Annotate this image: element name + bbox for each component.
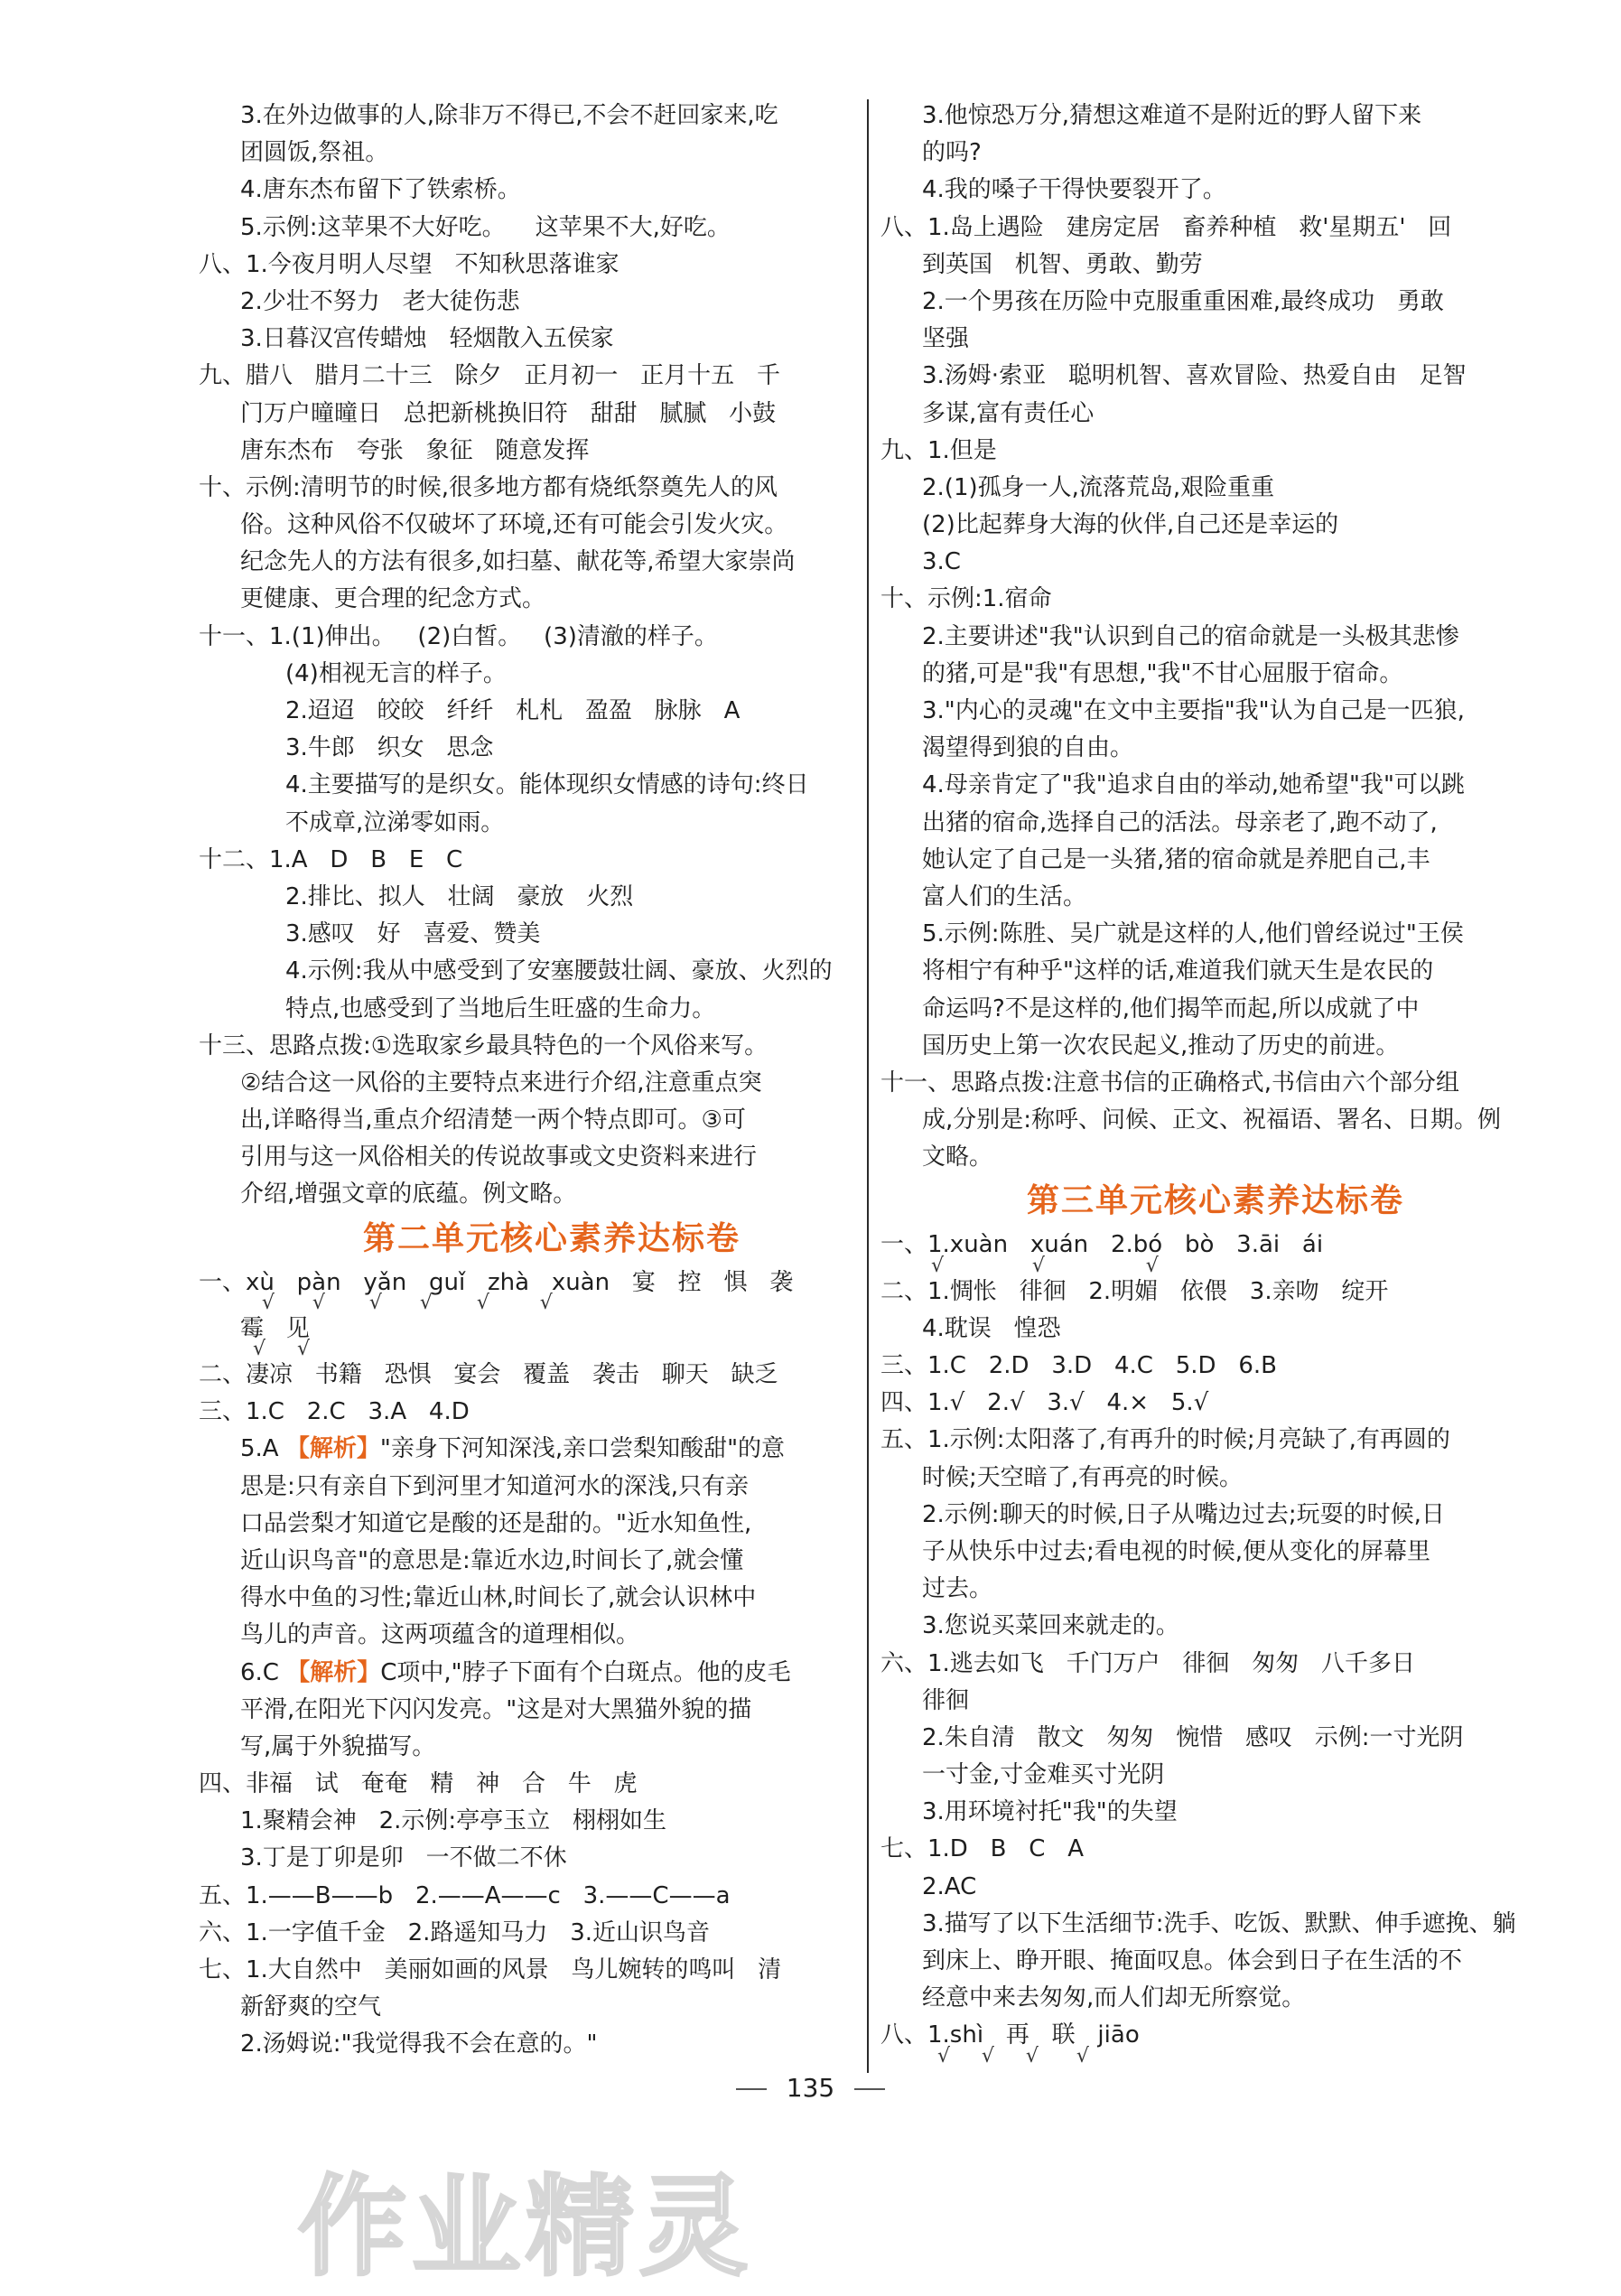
answer-line	[199, 1655, 905, 1692]
answer-line: 4.主要描写的是织女。能体现织女情感的诗句:终日	[285, 771, 809, 799]
answer-line: 新舒爽的空气	[240, 1993, 382, 2021]
answer-line: 出猪的宿命,选择自己的活法。母亲老了,跑不动了,	[922, 808, 1438, 836]
answer-line: 多谋,富有责任心	[922, 399, 1095, 427]
answer-line: 三、1.C 2.D 3.D 4.C 5.D 6.B	[880, 1352, 1278, 1379]
answer-line: 四、非福 试 奄奄 精 神 合 牛 虎	[199, 1770, 638, 1798]
watermark: 作业精灵	[298, 2165, 753, 2291]
answer-line: 时候;天空暗了,有再亮的时候。	[922, 1463, 1244, 1491]
answer-line: 将相宁有种乎"这样的话,难道我们就天生是农民的	[922, 957, 1434, 985]
answer-line: 九、1.但是	[880, 436, 997, 464]
answer-line: 九、腊八 腊月二十三 除夕 正月初一 正月十五 千	[199, 362, 780, 390]
answer-line: 二、1.惆怅 徘徊 2.明媚 依偎 3.亲吻 绽开	[880, 1277, 1389, 1305]
answer-line: 八、1.shì 再 联 jiāo	[880, 2021, 1140, 2049]
answer-line: 口品尝梨才知道它是酸的还是甜的。"近水知鱼性,	[240, 1509, 752, 1537]
answer-line: 得水中鱼的习性;靠近山林,时间长了,就会认识林中	[240, 1584, 757, 1612]
answer-line: 霉 见	[240, 1314, 310, 1342]
answer-line: 3.用环境衬托"我"的失望	[922, 1798, 1178, 1826]
column-divider	[867, 99, 869, 2073]
answer-line: 三、1.C 2.C 3.A 4.D	[199, 1398, 470, 1426]
answer-line: 的猪,可是"我"有思想,"我"不甘心屈服于宿命。	[922, 659, 1403, 687]
answer-line: 鸟儿的声音。这两项蕴含的道理相似。	[240, 1621, 640, 1649]
answer-line: 2.迢迢 皎皎 纤纤 札札 盈盈 脉脉 A	[285, 697, 741, 724]
footer-dash-right	[854, 2088, 885, 2090]
answer-line: 3.他惊恐万分,猜想这难道不是附近的野人留下来	[922, 102, 1422, 129]
answer-line: 3.在外边做事的人,除非万不得已,不会不赶回家来,吃	[240, 102, 778, 129]
answer-line: 2.示例:聊天的时候,日子从嘴边过去;玩耍的时候,日	[922, 1500, 1445, 1528]
answer-line: 一、xù pàn yǎn guǐ zhà xuàn 宴 控 惧 袭	[199, 1268, 794, 1296]
answer-line: 坚强	[922, 325, 970, 353]
answer-line: 十一、1.(1)伸出。 (2)白皙。 (3)清澈的样子。	[199, 622, 718, 650]
answer-line: 3."内心的灵魂"在文中主要指"我"认为自己是一匹狼,	[922, 697, 1465, 724]
answer-line: 3.C	[922, 548, 961, 576]
answer-line: 2.少壮不努力 老大徒伤悲	[240, 287, 520, 315]
answer-line: 十、示例:1.宿命	[880, 585, 1052, 613]
answer-line: ②结合这一风俗的主要特点来进行介绍,注意重点突	[240, 1069, 762, 1097]
answer-line: 思是:只有亲自下到河里才知道河水的深浅,只有亲	[240, 1472, 750, 1500]
answer-line: 2.AC	[922, 1872, 977, 1900]
answer-line: 命运吗?不是这样的,他们揭竿而起,所以成就了中	[922, 994, 1420, 1022]
answer-text: 5.A	[240, 1435, 286, 1463]
right-column	[880, 98, 1551, 2067]
check-marks: √ √	[240, 1338, 310, 1360]
section-heading: 第三单元核心素养达标卷	[1026, 1182, 1404, 1220]
answer-line: 七、1.大自然中 美丽如画的风景 鸟儿婉转的鸣叫 清	[199, 1956, 782, 1983]
answer-line: 成,分别是:称呼、问候、正文、祝福语、署名、日期。例	[922, 1106, 1502, 1134]
check-marks: √ √ √	[880, 1254, 1159, 1277]
answer-line: 十、示例:清明节的时候,很多地方都有烧纸祭奠先人的风	[199, 473, 778, 501]
answer-line: 2.一个男孩在历险中克服重重困难,最终成功 勇敢	[922, 287, 1444, 315]
answer-line: 5.示例:这苹果不大好吃。 这苹果不大,好吃。	[240, 213, 731, 241]
answer-line: 一、1.xuàn xuán 2.bó bò 3.āi ái	[880, 1231, 1324, 1259]
answer-line: 唐东杰布 夸张 象征 随意发挥	[240, 436, 590, 464]
answer-line: 4.唐东杰布留下了铁索桥。	[240, 176, 521, 204]
answer-line: 到英国 机智、勇敢、勤劳	[922, 250, 1203, 278]
answer-line: 十二、1.A D B E C	[199, 845, 463, 873]
answer-line: 1.聚精会神 2.示例:亭亭玉立 栩栩如生	[240, 1807, 666, 1835]
answer-line: 2.排比、拟人 壮阔 豪放 火烈	[285, 882, 634, 910]
answer-line: 写,属于外貌描写。	[240, 1732, 436, 1760]
answer-text: 6.C	[240, 1658, 287, 1686]
answer-line: (4)相视无言的样子。	[285, 659, 507, 687]
answer-line: 七、1.D B C A	[880, 1835, 1084, 1863]
answer-line: 4.我的嗓子干得快要裂开了。	[922, 176, 1226, 204]
answer-line: 富人们的生活。	[922, 882, 1087, 910]
answer-line: 3.日暮汉宫传蜡烛 轻烟散入五侯家	[240, 325, 614, 353]
answer-line: 平滑,在阳光下闪闪发亮。"这是对大黑猫外貌的描	[240, 1695, 752, 1723]
answer-line: 二、凄凉 书籍 恐惧 宴会 覆盖 袭击 聊天 缺乏	[199, 1361, 778, 1388]
answer-line: 六、1.逃去如飞 千门万户 徘徊 匆匆 八千多日	[880, 1649, 1415, 1677]
page-number: 135	[786, 2073, 835, 2103]
answer-line: 一寸金,寸金难买寸光阴	[922, 1761, 1165, 1789]
answer-line: 文略。	[922, 1143, 993, 1171]
answer-line: 3.感叹 好 喜爱、赞美	[285, 920, 541, 948]
answer-line: 更健康、更合理的纪念方式。	[240, 585, 546, 613]
answer-line: 4.母亲肯定了"我"追求自由的举动,她希望"我"可以跳	[922, 771, 1465, 799]
answer-line: 2.汤姆说:"我觉得我不会在意的。"	[240, 2030, 598, 2058]
answer-line	[199, 1431, 905, 1468]
answer-line: 六、1.一字值千金 2.路遥知马力 3.近山识鸟音	[199, 1918, 711, 1946]
answer-line: 2.朱自清 散文 匆匆 惋惜 感叹 示例:一寸光阴	[922, 1723, 1464, 1751]
answer-line: 徘徊	[922, 1686, 970, 1714]
check-marks: √ √ √ √ √ √	[199, 1291, 553, 1314]
answer-line: 纪念先人的方法有很多,如扫墓、献花等,希望大家崇尚	[240, 548, 796, 576]
analysis-tag: 【解析】	[286, 1658, 381, 1686]
answer-line: 渴望得到狼的自由。	[922, 734, 1134, 762]
answer-line: 十三、思路点拨:①选取家乡最具特色的一个风俗来写。	[199, 1031, 769, 1059]
answer-line: 4.耽误 惶恐	[922, 1314, 1061, 1342]
answer-line: 子从快乐中过去;看电视的时候,便从变化的屏幕里	[922, 1537, 1431, 1565]
answer-line: 团圆饭,祭祖。	[240, 139, 389, 167]
answer-line: 3.汤姆·索亚 聪明机智、喜欢冒险、热爱自由 足智	[922, 362, 1467, 390]
answer-line: 十一、思路点拨:注意书信的正确格式,书信由六个部分组	[880, 1069, 1460, 1097]
answer-line: 特点,也感受到了当地后生旺盛的生命力。	[285, 994, 716, 1022]
left-column	[199, 98, 905, 2064]
answer-line: 四、1.√ 2.√ 3.√ 4.× 5.√	[880, 1389, 1209, 1417]
answer-line: 到床上、睁开眼、掩面叹息。体会到日子在生活的不	[922, 1947, 1463, 1974]
answer-line: 近山识鸟音"的意思是:靠近水边,时间长了,就会懂	[240, 1546, 744, 1574]
page-footer	[0, 2073, 1621, 2103]
answer-line: 4.示例:我从中感受到了安塞腰鼓壮阔、豪放、火烈的	[285, 957, 833, 985]
answer-line: 2.主要讲述"我"认识到自己的宿命就是一头极其悲惨	[922, 622, 1459, 650]
answer-line: 的吗?	[922, 139, 982, 167]
answer-line: 3.牛郎 织女 思念	[285, 734, 494, 762]
answer-line: 5.示例:陈胜、吴广就是这样的人,他们曾经说过"王侯	[922, 920, 1464, 948]
answer-line: 引用与这一风俗相关的传说故事或文史资料来进行	[240, 1143, 758, 1171]
answer-line: 3.描写了以下生活细节:洗手、吃饭、默默、伸手遮挽、躺	[922, 1909, 1516, 1937]
answer-line: 五、1.——B——b 2.——A——c 3.——C——a	[199, 1881, 731, 1909]
answer-line: 3.丁是丁卯是卯 一不做二不休	[240, 1844, 567, 1872]
answer-line: 五、1.示例:太阳落了,有再升的时候;月亮缺了,有再圆的	[880, 1426, 1450, 1454]
answer-line: (2)比起葬身大海的伙伴,自己还是幸运的	[922, 511, 1339, 539]
answer-line: 不成章,泣涕零如雨。	[285, 808, 505, 836]
answer-line: 八、1.今夜月明人尽望 不知秋思落谁家	[199, 250, 620, 278]
answer-text: C项中,"脖子下面有个白斑点。他的皮毛	[380, 1658, 791, 1686]
answer-line: 过去。	[922, 1575, 993, 1603]
answer-line: 国历史上第一次农民起义,推动了历史的前进。	[922, 1031, 1400, 1059]
answer-line: 出,详略得当,重点介绍清楚一两个特点即可。③可	[240, 1106, 746, 1134]
answer-line: 她认定了自己是一头猪,猪的宿命就是养肥自己,丰	[922, 845, 1430, 873]
answer-line: 俗。这种风俗不仅破坏了环境,还有可能会引发火灾。	[240, 511, 788, 539]
answer-line: 2.(1)孤身一人,流落荒岛,艰险重重	[922, 473, 1275, 501]
answer-text: "亲身下河知深浅,亲口尝梨知酸甜"的意	[379, 1435, 786, 1463]
answer-line: 经意中来去匆匆,而人们却无所察觉。	[922, 1984, 1306, 2012]
answer-line: 门万户曈曈日 总把新桃换旧符 甜甜 腻腻 小鼓	[240, 399, 777, 427]
answer-line: 八、1.岛上遇险 建房定居 畜养种植 救'星期五' 回	[880, 213, 1452, 241]
answer-line: 介绍,增强文章的底蕴。例文略。	[240, 1181, 577, 1209]
analysis-tag: 【解析】	[285, 1435, 380, 1463]
check-marks: √ √ √ √	[880, 2044, 1089, 2067]
footer-dash-left	[736, 2088, 767, 2090]
section-heading: 第二单元核心素养达标卷	[362, 1219, 741, 1257]
answer-line: 3.您说买菜回来就走的。	[922, 1612, 1179, 1640]
